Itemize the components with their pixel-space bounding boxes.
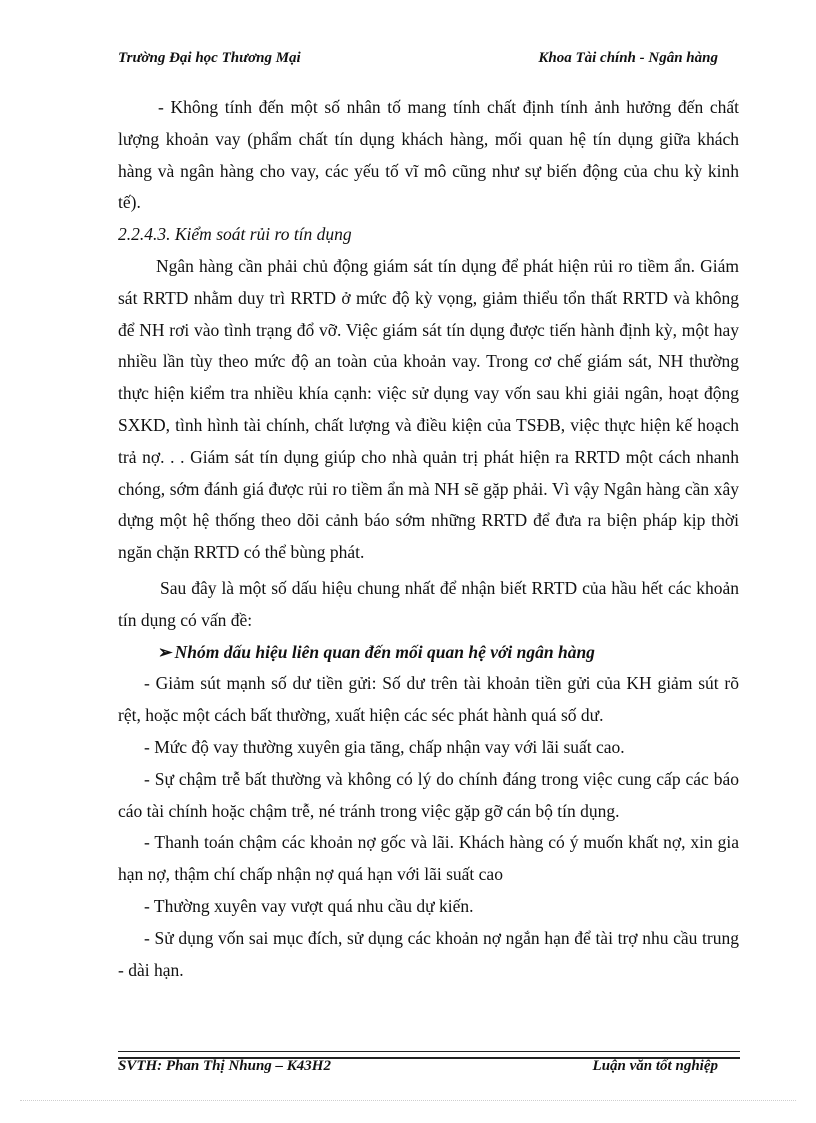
header-school-name: Trường Đại học Thương Mại — [118, 50, 301, 66]
paragraph-signs-intro: Sau đây là một số dấu hiệu chung nhất để nhận biết RRTD của hầu hết các khoản tín dụng có vấn đề: — [118, 577, 739, 630]
page-header — [118, 50, 718, 70]
group-heading-text: Nhóm dấu hiệu liên quan đến mối quan hệ với ngân hàng — [174, 641, 595, 662]
list-item: - Thanh toán chậm các khoản nợ gốc và lãi. Khách hàng có ý muốn khất nợ, xin gia hạn nợ, thậm chí chấp nhận nợ quá hạn với lãi suất cao — [118, 832, 739, 885]
page-footer — [118, 1058, 718, 1078]
list-item: - Mức độ vay thường xuyên gia tăng, chấp nhận vay với lãi suất cao. — [144, 736, 625, 757]
list-item: - Sự chậm trễ bất thường và không có lý do chính đáng trong việc cung cấp các báo cáo tài chính hoặc chậm trễ, né tránh trong việc gặp gỡ cán bộ tín dụng. — [118, 768, 739, 821]
document-body — [118, 92, 739, 986]
header-faculty-name: Khoa Tài chính - Ngân hàng — [538, 50, 718, 66]
page-edge-divider — [20, 1100, 796, 1101]
paragraph-credit-monitoring: Ngân hàng cần phải chủ động giám sát tín dụng để phát hiện rủi ro tiềm ẩn. Giám sát RRTD nhằm duy trì RRTD ở mức độ kỳ vọng, giảm thiểu tổn thất RRTD và không để NH rơi vào tình trạng đổ vỡ. Việc giám sát tín dụng được tiến hành định kỳ, một hay nhiều lần tùy theo mức độ an toàn của khoản vay. Trong cơ chế giám sát, NH thường thực hiện kiểm tra nhiều khía cạnh: việc sử dụng vay vốn sau khi giải ngân, hoạt động SXKD, tình hình tài chính, chất lượng và điều kiện của TSĐB, việc thực hiện kế hoạch trả nợ. . . Giám sát tín dụng giúp cho nhà quản trị phát hiện ra RRTD một cách nhanh chóng, sớm đánh giá được rủi ro tiềm ẩn mà NH sẽ gặp phải. Vì vậy Ngân hàng cần xây dựng một hệ thống theo dõi cảnh báo sớm những RRTD để đưa ra biện pháp kịp thời ngăn chặn RRTD có thể bùng phát. — [118, 255, 739, 563]
list-item: - Giảm sút mạnh số dư tiền gửi: Số dư trên tài khoản tiền gửi của KH giảm sút rõ rệt, hoặc một cách bất thường, xuất hiện các séc phát hành quá số dư. — [118, 673, 739, 726]
footer-thesis-label: Luận văn tốt nghiệp — [592, 1058, 718, 1074]
paragraph-limitation: - Không tính đến một số nhân tố mang tính chất định tính ảnh hưởng đến chất lượng khoản vay (phẩm chất tín dụng khách hàng, mối quan hệ tín dụng giữa khách hàng và ngân hàng cho vay, các yếu tố vĩ mô cũng như sự biến động của chu kỳ kinh tế). — [118, 97, 739, 213]
arrow-bullet-icon: ➢ — [158, 641, 173, 662]
footer-student-name: SVTH: Phan Thị Nhung – K43H2 — [118, 1058, 331, 1074]
list-item: - Thường xuyên vay vượt quá nhu cầu dự kiến. — [144, 895, 474, 916]
section-title: 2.2.4.3. Kiểm soát rủi ro tín dụng — [118, 224, 352, 245]
list-item: - Sử dụng vốn sai mục đích, sử dụng các khoản nợ ngắn hạn để tài trợ nhu cầu trung - dài hạn. — [118, 927, 739, 980]
group-heading — [118, 637, 739, 669]
